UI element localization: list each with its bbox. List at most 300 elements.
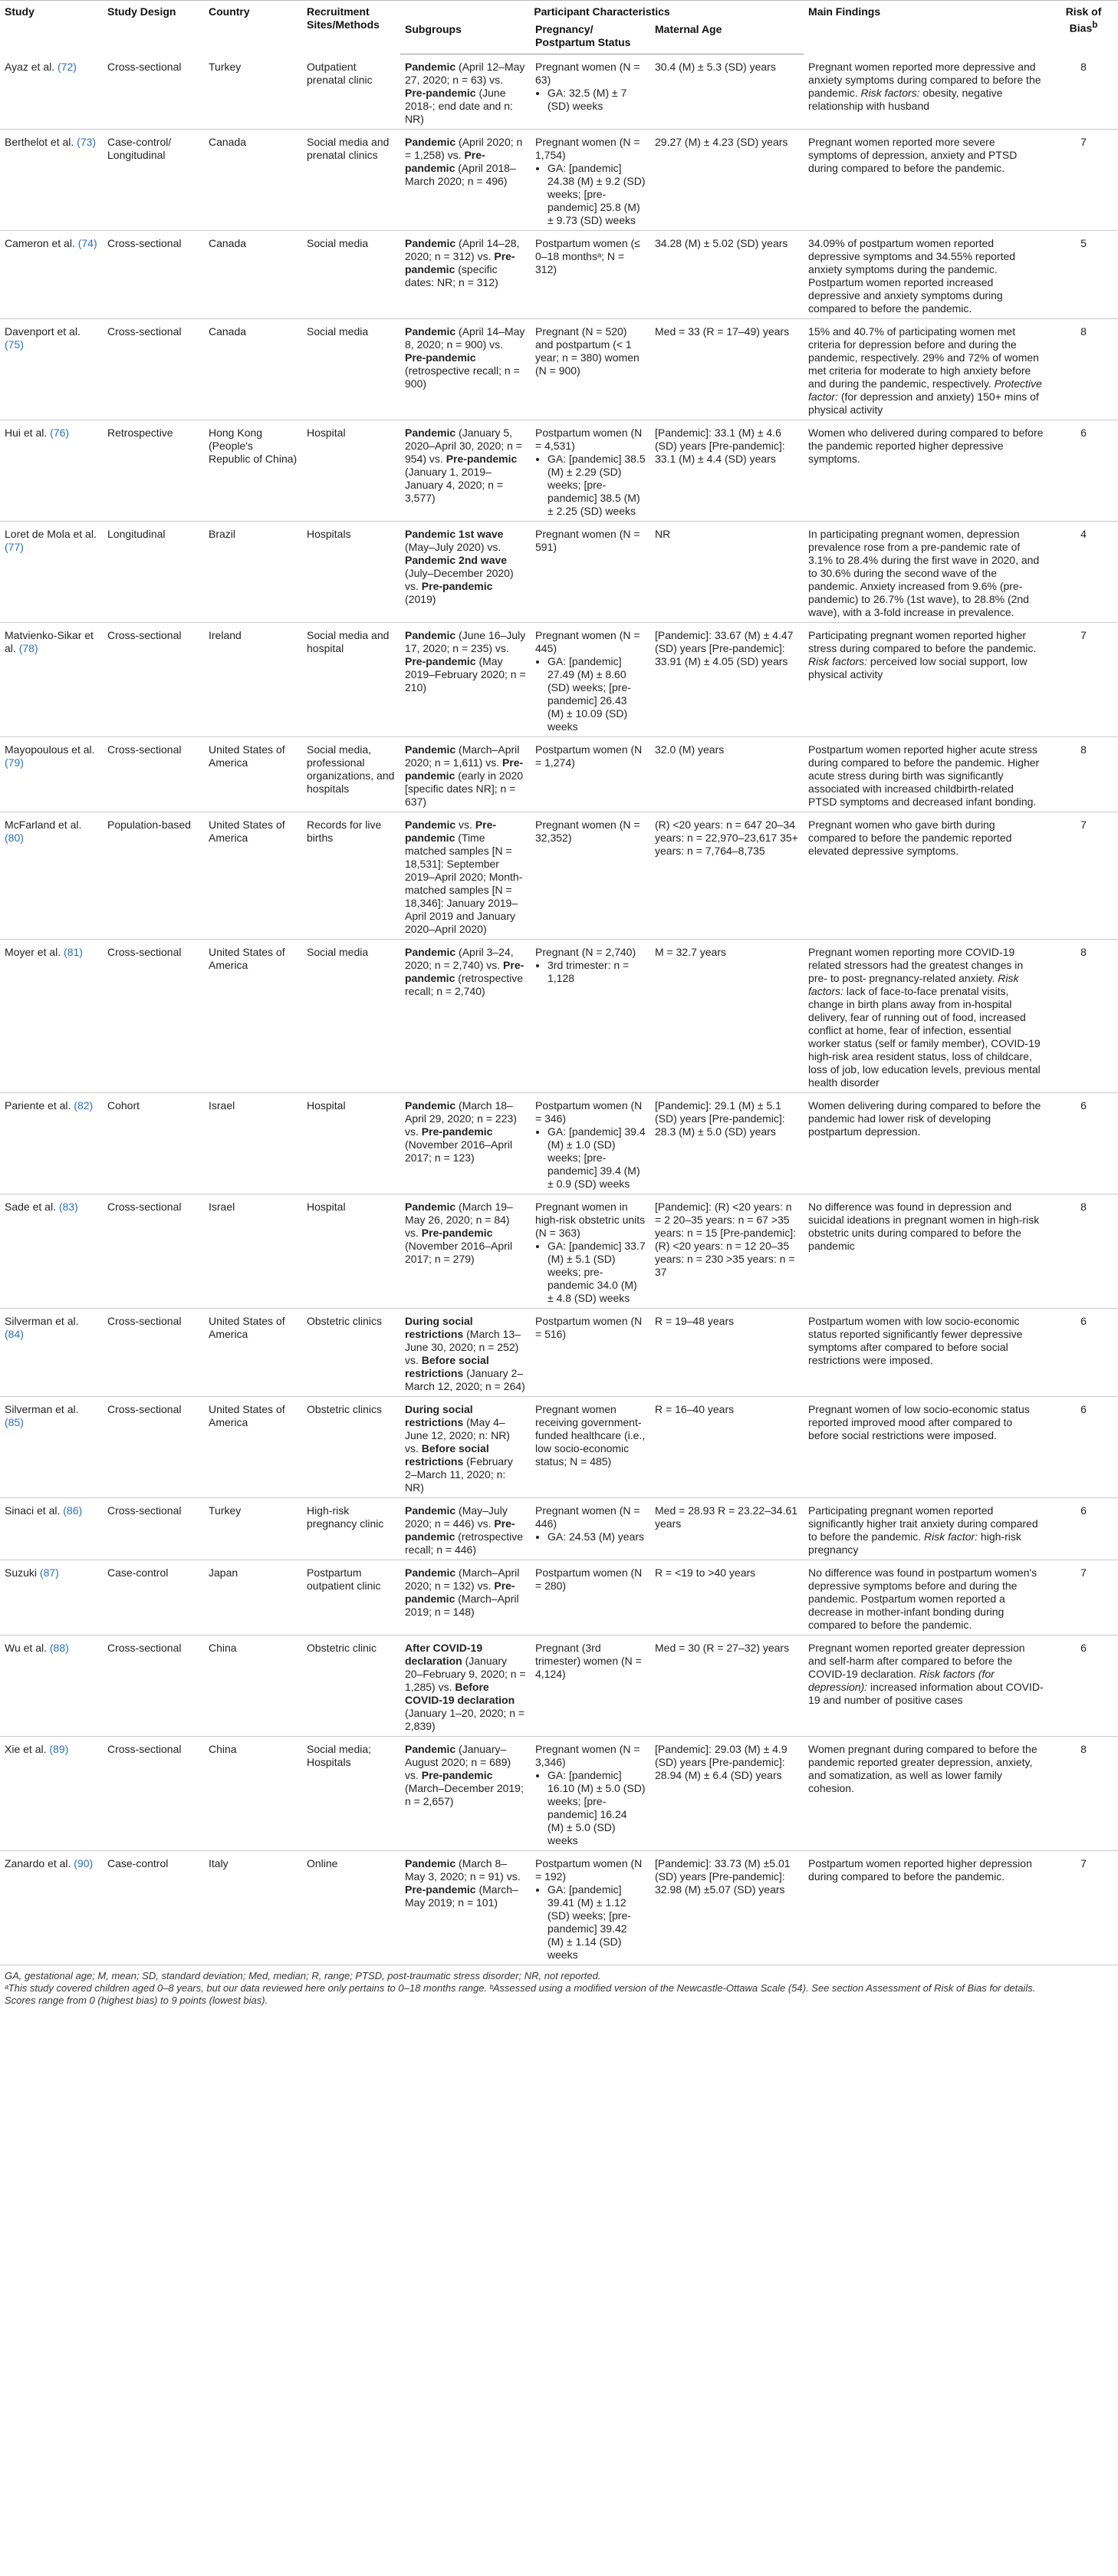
cell-risk: 7 bbox=[1080, 629, 1087, 641]
subgroup-segment: (retrospective recall; n = 446) bbox=[405, 1530, 524, 1556]
cell-study bbox=[0, 737, 103, 812]
finding-segment: In participating pregnant women, depression prevalence rose from a pre-pandemic rate of 3.1% to 28.4% during the first wave in 2020, and to 30.6% during the second wave of the pandemic. Anxiety increased from 9.6% (pre-pandemic) to 26.7% (1st wave), to 28.8% (2nd wave), with a 3-fold increase in prevalence. bbox=[808, 528, 1040, 618]
cell-findings bbox=[804, 54, 1049, 130]
subgroup-segment: (June 16–July 17, 2020; n = 235) vs. bbox=[405, 629, 526, 654]
cell-risk: 5 bbox=[1080, 237, 1087, 249]
subgroup-segment: Pandemic bbox=[405, 1566, 456, 1579]
study-name: Suzuki bbox=[5, 1566, 40, 1579]
cell-age: 30.4 (M) ± 5.3 (SD) years bbox=[655, 61, 776, 73]
finding-segment: (for depression and anxiety) 150+ mins of physical activity bbox=[808, 390, 1039, 416]
cell-age: [Pandemic]: 33.67 (M) ± 4.47 (SD) years [Pre-pandemic]: 33.91 (M) ± 4.05 (SD) years bbox=[655, 629, 794, 667]
cell-study bbox=[0, 319, 103, 420]
cell-study bbox=[0, 1093, 103, 1194]
study-ref: (79) bbox=[5, 756, 24, 769]
study-ref: (86) bbox=[63, 1504, 83, 1517]
cell-subgroups bbox=[400, 130, 531, 231]
cell-design: Cross-sectional bbox=[107, 1743, 182, 1755]
status-bullet: • GA: [pandemic] 16.10 (M) ± 5.0 (SD) weeks; [pre-pandemic] 16.24 (M) ± 5.0 (SD) weeks bbox=[547, 1769, 646, 1847]
col-risk bbox=[1049, 1, 1118, 54]
subgroup-segment: Pandemic bbox=[405, 819, 456, 831]
study-name: Zanardo et al. bbox=[5, 1857, 74, 1869]
study-ref: (87) bbox=[39, 1566, 59, 1579]
cell-risk: 8 bbox=[1080, 325, 1087, 338]
cell-findings bbox=[804, 812, 1049, 940]
study-name: Ayaz et al. bbox=[5, 60, 58, 73]
cell-age: 32.0 (M) years bbox=[655, 743, 725, 756]
cell-age: [Pandemic]: 29.1 (M) ± 5.1 (SD) years [Pre-pandemic]: 28.3 (M) ± 5.0 (SD) years bbox=[655, 1099, 785, 1138]
subgroup-segment: (July–December 2020) vs. bbox=[405, 567, 514, 592]
study-name: Wu et al. bbox=[5, 1642, 50, 1654]
subgroup-segment: (November 2016–April 2017; n = 279) bbox=[405, 1240, 513, 1265]
cell-risk: 4 bbox=[1080, 528, 1087, 540]
cell-status bbox=[531, 1636, 650, 1737]
status-text: Pregnant women (N = 1,754) bbox=[535, 136, 640, 161]
cell-findings bbox=[804, 737, 1049, 812]
cell-recruitment: High-risk pregnancy clinic bbox=[307, 1504, 384, 1530]
subgroup-segment: (January 5, 2020–April 30, 2020; n = 954) vs. bbox=[405, 427, 522, 465]
status-bullets bbox=[535, 162, 646, 227]
cell-risk: 6 bbox=[1080, 427, 1087, 439]
table-row bbox=[0, 1309, 1118, 1397]
finding-segment: high-risk pregnancy bbox=[808, 1530, 1021, 1556]
cell-study bbox=[0, 54, 103, 130]
subgroup-segment: Pandemic bbox=[405, 1201, 456, 1213]
cell-study bbox=[0, 522, 103, 623]
subgroup-segment: Pre-pandemic bbox=[421, 1769, 493, 1781]
cell-recruitment: Hospital bbox=[307, 1099, 346, 1112]
cell-findings bbox=[804, 130, 1049, 231]
col-country: Country bbox=[204, 1, 302, 54]
study-ref: (83) bbox=[58, 1201, 78, 1213]
cell-recruitment: Online bbox=[307, 1857, 338, 1869]
subgroup-segment: (May–July 2020; n = 446) vs. bbox=[405, 1504, 508, 1530]
cell-recruitment: Records for live births bbox=[307, 819, 382, 844]
subgroup-segment: (retrospective recall; n = 2,740) bbox=[405, 972, 524, 997]
table-row bbox=[0, 1851, 1118, 1965]
cell-age: NR bbox=[655, 528, 671, 540]
cell-country: Turkey bbox=[209, 60, 242, 73]
cell-status bbox=[531, 130, 650, 231]
subgroup-segment: (March–December 2019; n = 2,657) bbox=[405, 1782, 524, 1807]
cell-country: Canada bbox=[209, 237, 247, 249]
status-bullet: • GA: [pandemic] 39.41 (M) ± 1.12 (SD) weeks; [pre-pandemic] 39.42 (M) ± 1.14 (SD) weeks bbox=[547, 1883, 646, 1962]
cell-age: [Pandemic]: (R) <20 years: n = 2 20–35 years: n = 67 >35 years: n = 15 [Pre-pandemic]: (R) <20 years: n = 12 20–35 years: n = 230 >35 years: n = 37 bbox=[655, 1201, 797, 1278]
cell-age: [Pandemic]: 29.03 (M) ± 4.9 (SD) years [Pre-pandemic]: 28.94 (M) ± 6.4 (SD) years bbox=[655, 1743, 788, 1781]
subgroup-segment: Before social restrictions bbox=[405, 1442, 489, 1468]
cell-recruitment: Obstetric clinic bbox=[307, 1642, 377, 1654]
finding-segment: Pregnant women reported more severe symptoms of depression, anxiety and PTSD during compared to before the pandemic. bbox=[808, 136, 1018, 174]
subgroup-segment: Pandemic bbox=[405, 325, 456, 338]
cell-status bbox=[531, 1498, 650, 1560]
finding-segment: perceived low social support, low physical activity bbox=[808, 655, 1028, 680]
status-text: Pregnant women (N = 446) bbox=[535, 1504, 640, 1530]
subgroup-segment: Pandemic 1st wave bbox=[405, 528, 504, 540]
study-ref: (73) bbox=[77, 136, 97, 148]
finding-segment: Participating pregnant women reported higher stress during compared to before the pandemic. bbox=[808, 629, 1037, 654]
cell-status bbox=[531, 812, 650, 940]
study-ref: (82) bbox=[74, 1099, 94, 1112]
cell-findings bbox=[804, 1309, 1049, 1397]
subgroup-segment: (January 1–20, 2020; n = 2,839) bbox=[405, 1707, 525, 1732]
finding-segment: Pregnant women of low socio-economic status reported improved mood after compared to before social restrictions were imposed. bbox=[808, 1403, 1030, 1441]
cell-recruitment: Social media and hospital bbox=[307, 629, 390, 654]
cell-status bbox=[531, 522, 650, 623]
status-text: Pregnant (N = 520) and postpartum (< 1 year; n = 380) women (N = 900) bbox=[535, 325, 640, 377]
risk-label: Risk of Bias bbox=[1065, 5, 1102, 35]
cell-recruitment: Social media bbox=[307, 237, 369, 249]
cell-country: China bbox=[209, 1642, 237, 1654]
cell-study bbox=[0, 1851, 103, 1965]
footnotes bbox=[0, 1965, 1118, 2007]
cell-risk: 6 bbox=[1080, 1315, 1087, 1327]
subgroup-segment: (January 1, 2019–January 4, 2020; n = 3,577) bbox=[405, 466, 504, 504]
cell-risk: 6 bbox=[1080, 1403, 1087, 1415]
finding-segment: Participating pregnant women reported significantly higher trait anxiety during compared to before the pandemic. bbox=[808, 1504, 1038, 1543]
study-name: Xie et al. bbox=[5, 1743, 50, 1755]
col-findings: Main Findings bbox=[804, 1, 1049, 54]
cell-recruitment: Hospital bbox=[307, 427, 346, 439]
study-ref: (80) bbox=[5, 832, 24, 844]
cell-design: Cross-sectional bbox=[107, 1403, 182, 1415]
cell-subgroups bbox=[400, 319, 531, 420]
study-name: Moyer et al. bbox=[5, 946, 64, 958]
finding-segment: Risk factors (for depression): bbox=[808, 1668, 995, 1693]
subgroup-segment: (April 12–May 27, 2020; n = 63) vs. bbox=[405, 61, 525, 86]
status-text: Postpartum women (≤ 0–18 monthsᵃ; N = 312) bbox=[535, 237, 640, 275]
cell-design: Cross-sectional bbox=[107, 629, 182, 641]
cell-status bbox=[531, 1194, 650, 1309]
finding-segment: 15% and 40.7% of participating women met criteria for depression before and during the pandemic, respectively. 29% and 72% of women met criteria for moderate to high anxiety before and during the pandemic, respectively. bbox=[808, 325, 1039, 390]
study-ref: (84) bbox=[5, 1328, 24, 1340]
finding-segment: 34.09% of postpartum women reported depressive symptoms and 34.55% reported anxiety symptoms during the pandemic. Postpartum women reported increased depressive and anxiety symptoms during compared to before the pandemic. bbox=[808, 237, 1016, 315]
subgroup-segment: During social restrictions bbox=[405, 1315, 473, 1340]
table-row bbox=[0, 1194, 1118, 1309]
cell-subgroups bbox=[400, 737, 531, 812]
finding-segment: Risk factors: bbox=[808, 972, 1019, 997]
table-row bbox=[0, 1737, 1118, 1851]
cell-subgroups bbox=[400, 1194, 531, 1309]
subgroup-segment: Pre-pandemic bbox=[421, 1125, 493, 1138]
subgroup-segment: (April 2020; n = 1,258) vs. bbox=[405, 136, 523, 161]
cell-study bbox=[0, 1397, 103, 1498]
cell-subgroups bbox=[400, 1498, 531, 1560]
cell-findings bbox=[804, 1093, 1049, 1194]
cell-design: Retrospective bbox=[107, 427, 173, 439]
cell-country: Turkey bbox=[209, 1504, 242, 1517]
cell-design: Case-control/ Longitudinal bbox=[107, 136, 172, 161]
cell-country: United States of America bbox=[209, 743, 285, 769]
cell-age: Med = 33 (R = 17–49) years bbox=[655, 325, 790, 338]
study-ref: (76) bbox=[50, 427, 70, 439]
col-status: Pregnancy/ Postpartum Status bbox=[531, 18, 650, 54]
table-row bbox=[0, 737, 1118, 812]
cell-age: (R) <20 years: n = 647 20–34 years: n = 22,970–23,617 35+ years: n = 7,764–8,735 bbox=[655, 819, 798, 857]
study-name: Matvienko-Sikar et al. bbox=[5, 629, 94, 654]
cell-design: Cross-sectional bbox=[107, 946, 182, 958]
status-bullets bbox=[535, 1769, 646, 1847]
cell-country: United States of America bbox=[209, 946, 285, 971]
finding-segment: Women who delivered during compared to before the pandemic reported higher depressive symptoms. bbox=[808, 427, 1044, 465]
cell-status bbox=[531, 940, 650, 1093]
finding-segment: Risk factors: bbox=[808, 655, 868, 667]
study-ref: (78) bbox=[18, 642, 38, 654]
study-name: Silverman et al. bbox=[5, 1315, 79, 1327]
cell-subgroups bbox=[400, 420, 531, 522]
cell-recruitment: Social media and prenatal clinics bbox=[307, 136, 390, 161]
subgroup-segment: (November 2016–April 2017; n = 123) bbox=[405, 1138, 513, 1164]
subgroup-segment: Pre-pandemic bbox=[421, 580, 493, 592]
subgroup-segment: (April 2018–March 2020; n = 496) bbox=[405, 162, 516, 187]
status-text: Pregnant (3rd trimester) women (N = 4,124) bbox=[535, 1642, 642, 1680]
finding-segment: Pregnant women who gave birth during compared to before the pandemic reported elevated depressive symptoms. bbox=[808, 819, 1012, 857]
status-text: Pregnant women (N = 63) bbox=[535, 61, 640, 86]
cell-study bbox=[0, 1498, 103, 1560]
study-name: Silverman et al. bbox=[5, 1403, 79, 1415]
cell-recruitment: Social media bbox=[307, 946, 369, 958]
finding-segment: Pregnant women reported more depressive and anxiety symptoms during compared to before the pandemic. bbox=[808, 60, 1041, 99]
cell-subgroups bbox=[400, 1560, 531, 1636]
cell-subgroups bbox=[400, 54, 531, 130]
status-text: Pregnant women (N = 3,346) bbox=[535, 1743, 640, 1768]
cell-subgroups bbox=[400, 1636, 531, 1737]
subgroup-segment: (March–April 2019; n = 148) bbox=[405, 1593, 519, 1618]
study-ref: (77) bbox=[5, 541, 24, 553]
status-text: Postpartum women (N = 280) bbox=[535, 1566, 643, 1592]
cell-risk: 6 bbox=[1080, 1504, 1087, 1517]
study-name: Davenport et al. bbox=[5, 325, 81, 338]
cell-design: Cross-sectional bbox=[107, 237, 182, 249]
finding-segment: Postpartum women reported higher acute stress during compared to before the pandemic. Higher acute stress during birth was significantly associated with increased childbirth-related PTSD symptoms and decreased infant bonding. bbox=[808, 743, 1040, 808]
cell-findings bbox=[804, 1737, 1049, 1851]
status-bullets bbox=[535, 1883, 646, 1962]
cell-study bbox=[0, 420, 103, 522]
cell-age: [Pandemic]: 33.73 (M) ±5.01 (SD) years [Pre-pandemic]: 32.98 (M) ±5.07 (SD) years bbox=[655, 1857, 791, 1896]
cell-status bbox=[531, 1397, 650, 1498]
status-text: Pregnant women receiving government-funded healthcare (i.e., low socio-economic status; N = 485) bbox=[535, 1403, 646, 1468]
subgroup-segment: (January–August 2020; n = 689) vs. bbox=[405, 1743, 511, 1781]
cell-design: Case-control bbox=[107, 1857, 169, 1869]
study-name: Hui et al. bbox=[5, 427, 51, 439]
cell-design: Cross-sectional bbox=[107, 325, 182, 338]
cell-study bbox=[0, 1737, 103, 1851]
cell-design: Cross-sectional bbox=[107, 1315, 182, 1327]
table-row bbox=[0, 1498, 1118, 1560]
cell-risk: 7 bbox=[1080, 819, 1087, 831]
subgroup-segment: Pre-pandemic bbox=[405, 1883, 476, 1896]
subgroup-segment: Pandemic bbox=[405, 1743, 456, 1755]
cell-subgroups bbox=[400, 940, 531, 1093]
cell-risk: 7 bbox=[1080, 136, 1087, 148]
table-row bbox=[0, 940, 1118, 1093]
subgroup-segment: (2019) bbox=[405, 593, 436, 605]
cell-risk: 7 bbox=[1080, 1857, 1087, 1869]
study-ref: (75) bbox=[5, 338, 24, 351]
subgroup-segment: Pandemic bbox=[405, 1857, 456, 1869]
cell-subgroups bbox=[400, 1093, 531, 1194]
cell-recruitment: Postpartum outpatient clinic bbox=[307, 1566, 381, 1592]
cell-country: Brazil bbox=[209, 528, 236, 540]
cell-age: R = <19 to >40 years bbox=[655, 1566, 756, 1579]
cell-country: China bbox=[209, 1743, 237, 1755]
cell-findings bbox=[804, 623, 1049, 737]
cell-findings bbox=[804, 1560, 1049, 1636]
cell-subgroups bbox=[400, 812, 531, 940]
status-bullet: • GA: [pandemic] 33.7 (M) ± 5.1 (SD) weeks; pre-pandemic 34.0 (M) ± 4.8 (SD) weeks bbox=[547, 1240, 646, 1305]
finding-segment: Protective factor: bbox=[808, 377, 1042, 403]
cell-risk: 8 bbox=[1080, 60, 1087, 73]
subgroup-segment: (January 2–March 12, 2020; n = 264) bbox=[405, 1367, 525, 1392]
subgroup-segment: Pandemic bbox=[405, 136, 456, 148]
cell-risk: 8 bbox=[1080, 743, 1087, 756]
cell-findings bbox=[804, 1498, 1049, 1560]
table-row bbox=[0, 623, 1118, 737]
subgroup-segment: (March–April 2020; n = 1,611) vs. bbox=[405, 743, 520, 769]
finding-segment: Women delivering during compared to before the pandemic had lower risk of developing postpartum depression. bbox=[808, 1099, 1041, 1138]
study-name: Berthelot et al. bbox=[5, 136, 77, 148]
status-bullet: • GA: 32.5 (M) ± 7 (SD) weeks bbox=[547, 87, 646, 113]
footnote-scores: Scores range from 0 (highest bias) to 9 points (lowest bias). bbox=[5, 1995, 268, 2006]
subgroup-segment: Pandemic bbox=[405, 1099, 456, 1112]
subgroup-segment: (March 8–May 3, 2020; n = 91) vs. bbox=[405, 1857, 521, 1883]
status-bullets bbox=[535, 959, 646, 985]
finding-segment: Pregnant women reported greater depression and self-harm after compared to before the COVID-19 declaration. bbox=[808, 1642, 1025, 1680]
finding-segment: obesity, negative relationship with husband bbox=[808, 86, 1003, 112]
status-bullet: • GA: [pandemic] 24.38 (M) ± 9.2 (SD) weeks; [pre-pandemic] 25.8 (M) ± 9.73 (SD) weeks bbox=[547, 162, 646, 227]
cell-status bbox=[531, 1093, 650, 1194]
footnote-a-b: ᵃThis study covered children aged 0–8 years, but our data reviewed here only pertains to 0–18 months range. ᵇAssessed using a modified version of the Newcastle-Ottawa Scale (54). See section Assessment of Risk of Bias for details. bbox=[5, 1982, 1036, 1994]
table-row bbox=[0, 1560, 1118, 1636]
subgroup-segment: Pre-pandemic bbox=[405, 655, 476, 667]
study-ref: (72) bbox=[58, 60, 77, 73]
study-ref: (81) bbox=[64, 946, 83, 958]
subgroup-segment: (March–May 2019; n = 101) bbox=[405, 1883, 518, 1909]
subgroup-segment: Pandemic bbox=[405, 743, 456, 756]
subgroup-segment: (May–July 2020) vs. bbox=[405, 541, 501, 553]
subgroup-segment: Pandemic bbox=[405, 427, 456, 439]
table-row bbox=[0, 54, 1118, 130]
cell-status bbox=[531, 1560, 650, 1636]
finding-segment: No difference was found in depression and suicidal ideations in pregnant women in high-risk obstetric units during compared to before the pandemic bbox=[808, 1201, 1040, 1252]
cell-design: Population-based bbox=[107, 819, 191, 831]
subgroup-segment: Pandemic 2nd wave bbox=[405, 554, 508, 566]
subgroup-segment: (June 2018-; end date and n: NR) bbox=[405, 87, 513, 125]
cell-country: Canada bbox=[209, 136, 247, 148]
status-bullets bbox=[535, 87, 646, 113]
cell-subgroups bbox=[400, 1851, 531, 1965]
study-name: Sinaci et al. bbox=[5, 1504, 64, 1517]
subgroup-segment: Pandemic bbox=[405, 237, 456, 249]
cell-age: [Pandemic]: 33.1 (M) ± 4.6 (SD) years [Pre-pandemic]: 33.1 (M) ± 4.4 (SD) years bbox=[655, 427, 785, 465]
cell-risk: 8 bbox=[1080, 946, 1087, 958]
cell-design: Cross-sectional bbox=[107, 1504, 182, 1517]
cell-country: Israel bbox=[209, 1201, 235, 1213]
cell-design: Longitudinal bbox=[107, 528, 166, 540]
cell-age: 34.28 (M) ± 5.02 (SD) years bbox=[655, 237, 788, 249]
cell-country: Hong Kong (People's Republic of China) bbox=[209, 427, 298, 465]
cell-recruitment: Social media; Hospitals bbox=[307, 1743, 372, 1768]
cell-findings bbox=[804, 1636, 1049, 1737]
status-bullets bbox=[535, 1530, 646, 1543]
subgroup-segment: (early in 2020 [specific dates NR]; n = 637) bbox=[405, 769, 524, 808]
cell-country: United States of America bbox=[209, 819, 285, 844]
subgroup-segment: After COVID-19 declaration bbox=[405, 1642, 483, 1667]
subgroup-segment: (January 20–February 9, 2020; n = 1,285) vs. bbox=[405, 1655, 526, 1693]
subgroup-segment: (March–April 2020; n = 132) vs. bbox=[405, 1566, 520, 1592]
cell-subgroups bbox=[400, 1737, 531, 1851]
cell-country: Japan bbox=[209, 1566, 238, 1579]
cell-status bbox=[531, 1309, 650, 1397]
subgroup-segment: (April 14–28, 2020; n = 312) vs. bbox=[405, 237, 520, 262]
cell-design: Cross-sectional bbox=[107, 60, 182, 73]
subgroup-segment: Pre-pandemic bbox=[405, 149, 485, 174]
study-name: Sade et al. bbox=[5, 1201, 59, 1213]
cell-subgroups bbox=[400, 623, 531, 737]
col-participant: Participant Characteristics bbox=[400, 1, 804, 19]
cell-findings bbox=[804, 319, 1049, 420]
status-text: Postpartum women (N = 516) bbox=[535, 1315, 643, 1340]
table-row bbox=[0, 130, 1118, 231]
col-design: Study Design bbox=[103, 1, 204, 54]
cell-status bbox=[531, 737, 650, 812]
finding-segment: Postpartum women with low socio-economic status reported significantly fewer depressive symptoms after compared to before social restrictions were imposed. bbox=[808, 1315, 1023, 1366]
cell-study bbox=[0, 130, 103, 231]
cell-findings bbox=[804, 940, 1049, 1093]
cell-design: Cohort bbox=[107, 1099, 140, 1112]
subgroup-segment: Pandemic bbox=[405, 946, 456, 958]
study-name: Cameron et al. bbox=[5, 237, 78, 249]
subgroup-segment: Before COVID-19 declaration bbox=[405, 1681, 515, 1706]
subgroup-segment: (April 14–May 8, 2020; n = 900) vs. bbox=[405, 325, 525, 351]
study-name: Mayopoulous et al. bbox=[5, 743, 95, 756]
table-row bbox=[0, 420, 1118, 522]
subgroup-segment: (Time matched samples [N = 18,531]: September 2019–April 2020; Month-matched samples [N = 18,346]: January 2019–April 2019 and January 2020–April 2020) bbox=[405, 832, 523, 935]
cell-findings bbox=[804, 420, 1049, 522]
cell-subgroups bbox=[400, 1309, 531, 1397]
study-ref: (88) bbox=[49, 1642, 69, 1654]
cell-age: R = 16–40 years bbox=[655, 1403, 735, 1415]
subgroup-segment: (April 3–24, 2020; n = 2,740) vs. bbox=[405, 946, 514, 971]
cell-study bbox=[0, 1636, 103, 1737]
cell-findings bbox=[804, 231, 1049, 319]
subgroup-segment: (May 2019–February 2020; n = 210) bbox=[405, 655, 526, 693]
subgroup-segment: Pandemic bbox=[405, 1504, 456, 1517]
cell-subgroups bbox=[400, 231, 531, 319]
cell-risk: 7 bbox=[1080, 1566, 1087, 1579]
status-bullets bbox=[535, 1240, 646, 1305]
cell-study bbox=[0, 812, 103, 940]
subgroup-segment: Pre-pandemic bbox=[405, 819, 497, 844]
table-row bbox=[0, 1636, 1118, 1737]
table-body bbox=[0, 54, 1118, 1965]
table-row bbox=[0, 1397, 1118, 1498]
table-row bbox=[0, 231, 1118, 319]
cell-recruitment: Social media, professional organizations, and hospitals bbox=[307, 743, 395, 795]
study-ref: (90) bbox=[74, 1857, 94, 1869]
cell-country: Canada bbox=[209, 325, 247, 338]
study-name: Loret de Mola et al. bbox=[5, 528, 97, 540]
subgroup-segment: Pandemic bbox=[405, 61, 456, 73]
subgroup-segment: Pre-pandemic bbox=[405, 959, 524, 984]
finding-segment: lack of face-to-face prenatal visits, change in birth plans away from in-hospital delivery, fear of running out of food, increased conflict at home, fear of infection, essential worker status (self or family member), COVID-19 high-risk area resident status, loss of childcare, loss of job, low education levels, previous mental health disorder bbox=[808, 985, 1041, 1089]
risk-sup: b bbox=[1092, 20, 1098, 30]
finding-segment: Risk factor: bbox=[924, 1530, 978, 1543]
subgroup-segment: (March 18–April 29, 2020; n = 223) vs. bbox=[405, 1099, 517, 1138]
cell-study bbox=[0, 1194, 103, 1309]
status-bullet: • GA: [pandemic] 39.4 (M) ± 1.0 (SD) weeks; [pre-pandemic] 39.4 (M) ± 0.9 (SD) weeks bbox=[547, 1125, 646, 1191]
cell-findings bbox=[804, 1194, 1049, 1309]
cell-status bbox=[531, 1851, 650, 1965]
subgroup-segment: (March 19–May 26, 2020; n = 84) vs. bbox=[405, 1201, 513, 1239]
